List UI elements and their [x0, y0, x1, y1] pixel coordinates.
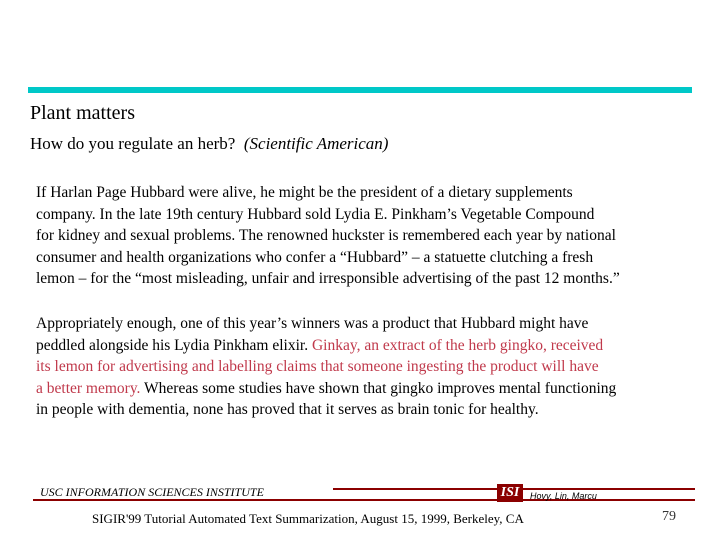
- paragraph-line: [36, 335, 716, 357]
- footer-conference: SIGIR'99 Tutorial Automated Text Summarization, August 15, 1999, Berkeley, CA: [92, 511, 524, 526]
- paragraph-line: company. In the late 19th century Hubbard sold Lydia E. Pinkham’s Vegetable Compound: [36, 205, 595, 223]
- title-accent-bar: [28, 87, 692, 93]
- paragraph-line: Appropriately enough, one of this year’s winners was a product that Hubbard might have: [36, 315, 589, 332]
- paragraph-line: If Harlan Page Hubbard were alive, he might be the president of a dietary supplements: [36, 184, 573, 201]
- footer-org-name: USC INFORMATION SCIENCES INSTITUTE: [40, 485, 264, 499]
- footer-authors: Hovy, Lin, Marcu: [530, 491, 597, 501]
- paragraph-line: in people with dementia, none has proved that it serves as brain tonic for healthy.: [36, 401, 539, 418]
- paragraph-1: [36, 182, 716, 290]
- paragraph-2: [36, 313, 716, 421]
- paragraph-text: Whereas some studies have shown that gingko improves mental functioning: [140, 379, 617, 397]
- paragraph-line: consumer and health organizations who confer a “Hubbard” – a statuette clutching a fresh: [36, 248, 594, 266]
- highlighted-text: Ginkay, an extract of the herb gingko, received: [311, 336, 604, 354]
- isi-logo: ISI: [497, 484, 523, 502]
- paragraph-line: lemon – for the “most misleading, unfair and irresponsible advertising of the past 12 months.”: [36, 270, 620, 287]
- page-number: 79: [662, 509, 676, 524]
- slide-title: Plant matters: [30, 102, 135, 124]
- slide-subtitle: [30, 134, 388, 154]
- paragraph-line: for kidney and sexual problems. The renowned huckster is remembered each year by national: [36, 227, 616, 244]
- highlighted-text: a better memory.: [36, 379, 141, 397]
- paragraph-line: [36, 378, 716, 400]
- highlighted-line: its lemon for advertising and labelling claims that someone ingesting the product will have: [36, 358, 599, 375]
- paragraph-text: peddled alongside his Lydia Pinkham elixir.: [36, 336, 312, 354]
- subtitle-source: (Scientific American): [243, 134, 389, 153]
- subtitle-question: How do you regulate an herb?: [30, 134, 236, 153]
